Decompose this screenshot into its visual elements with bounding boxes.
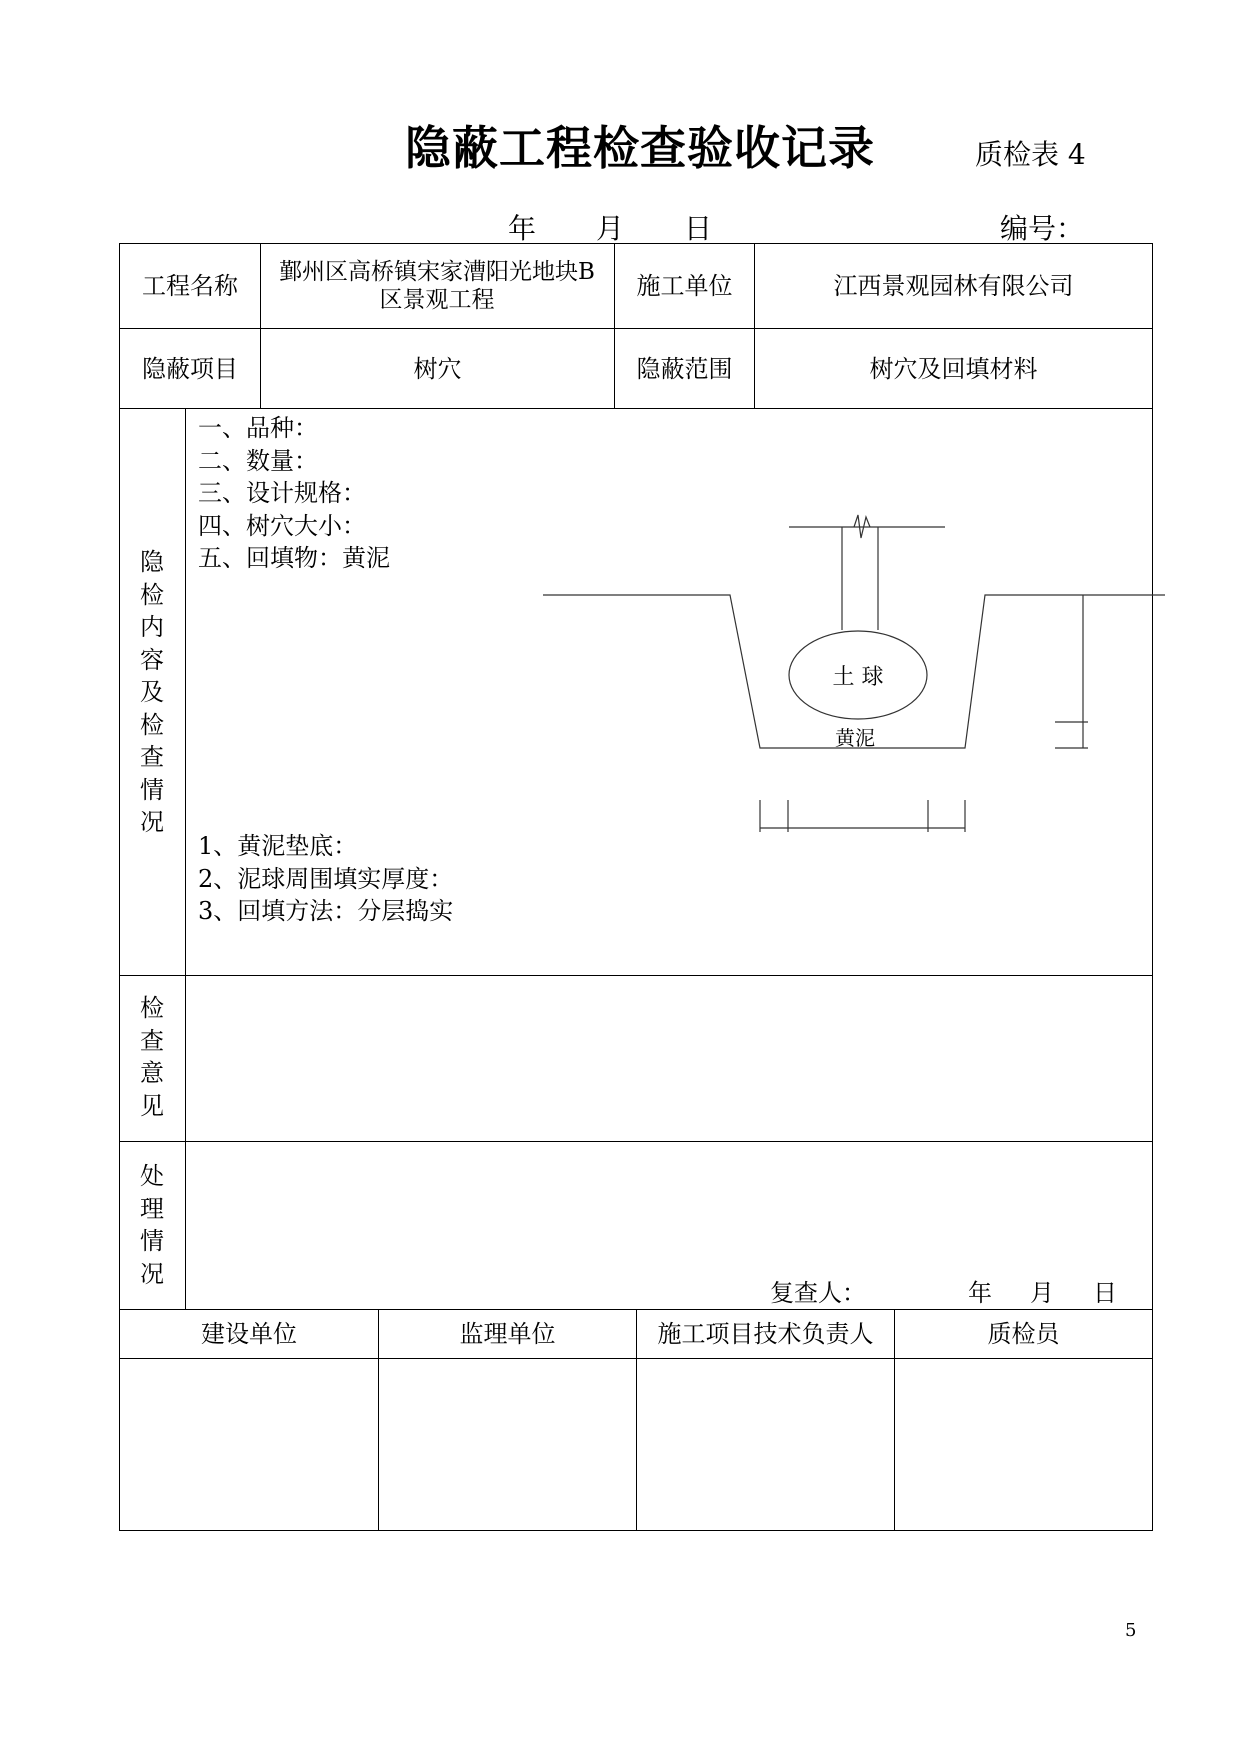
list-item: 二、数量： [198,446,318,475]
list-item: 2、泥球周围填实厚度： [198,864,454,893]
reviewer-label: 复查人： [770,1279,866,1307]
list-item: 一、品种： [198,414,318,442]
concealed-scope-label: 隐蔽范围 [636,354,733,383]
root-ball-label: 土 球 [832,665,884,690]
signature-tech-lead: 施工项目技术负责人 [657,1320,874,1348]
concealed-item-value: 树穴 [413,354,462,383]
list-item: 三、设计规格： [198,479,366,507]
page-title: 隐蔽工程检查验收记录 [405,121,875,175]
handling-status-label: 处 理 情 况 [140,1162,164,1288]
signature-owner: 建设单位 [201,1320,297,1348]
project-name-label: 工程名称 [142,272,238,300]
yellow-mud-label: 黄泥 [835,726,875,750]
header-date-month: 月 [596,212,625,245]
page-number: 5 [1125,1620,1137,1641]
header-date-year: 年 [508,212,537,245]
serial-number-label: 编号： [1000,212,1085,245]
signature-supervisor: 监理单位 [459,1320,556,1348]
list-item: 五、回填物：黄泥 [198,544,390,572]
contractor-label: 施工单位 [636,272,733,300]
concealed-scope-value: 树穴及回填材料 [869,354,1038,383]
concealed-item-label: 隐蔽项目 [142,354,238,383]
review-date-month: 月 [1030,1279,1054,1307]
header-date-day: 日 [684,212,713,245]
review-date-year: 年 [968,1279,992,1307]
contractor-value: 江西景观园林有限公司 [833,272,1074,300]
project-name-value: 鄞州区高桥镇宋家漕阳光地块B 区景观工程 [279,259,595,313]
review-date-day: 日 [1093,1279,1117,1307]
inspection-content-label: 隐 检 内 容 及 检 查 情 况 [140,548,164,836]
list-item: 1、黄泥垫底： [198,832,358,860]
list-item: 3、回填方法：分层捣实 [198,897,454,925]
signature-quality-inspector: 质检员 [987,1320,1060,1348]
inspection-opinion-label: 检 查 意 见 [140,994,164,1120]
form-number: 质检表 4 [975,138,1086,171]
list-item: 四、树穴大小： [198,511,366,540]
